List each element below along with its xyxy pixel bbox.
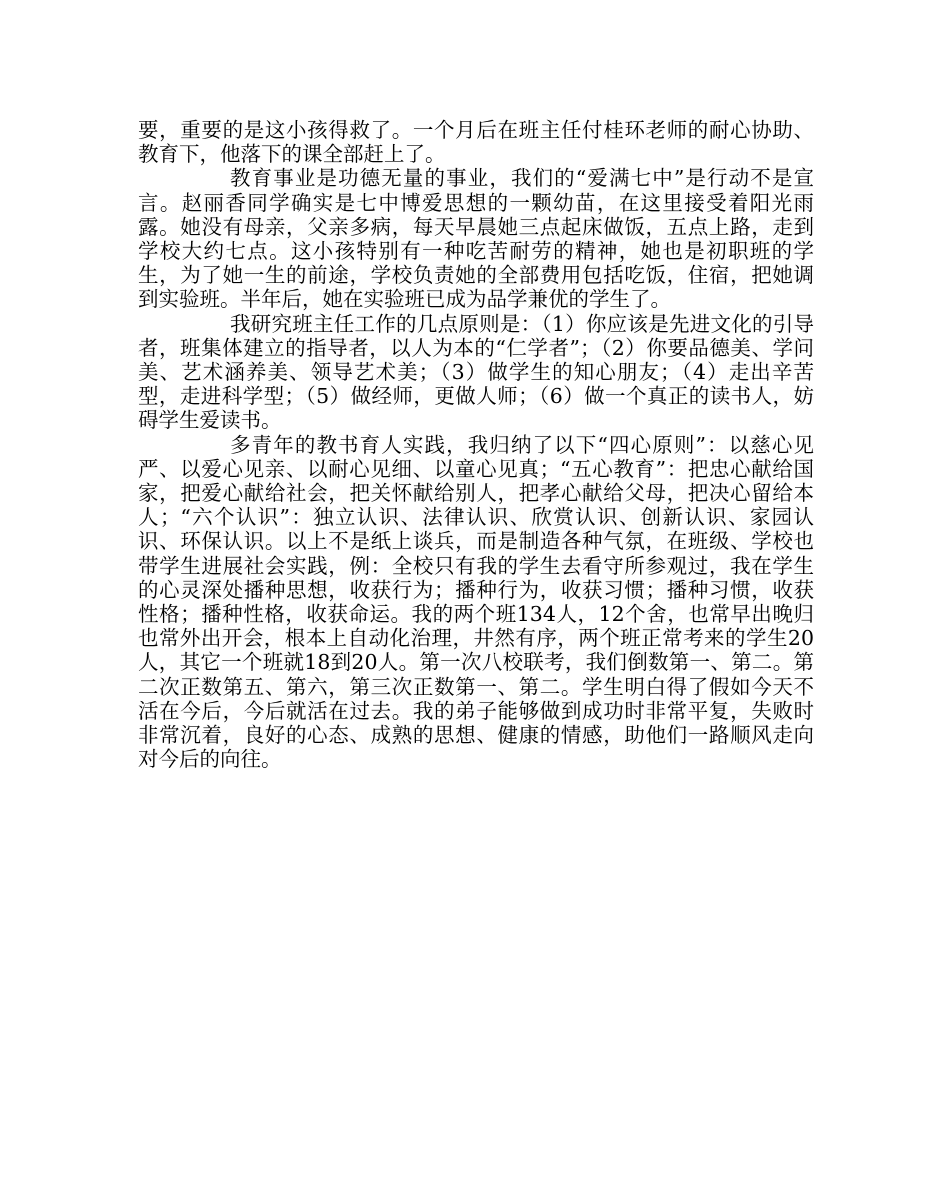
paragraph-2: 教育事业是功德无量的事业，我们的“爱满七中”是行动不是宣言。赵丽香同学确实是七中博爱思想的一颗幼苗，在这里接受着阳光雨露。她没有母亲，父亲多病，每天早晨她三点起床做饭，五点上路，走到学校大约七点。这小孩特别有一种吃苦耐劳的精神，她也是初职班的学生，为了她一生的前途，学校负责她的全部费用包括吃饭，住宿，把她调到实验班。半年后，她在实验班已成为品学兼优的学生了。 xyxy=(138,166,814,312)
document-body xyxy=(138,118,814,771)
paragraph-4: 多青年的教书育人实践，我归纳了以下“四心原则”：以慈心见严、以爱心见亲、以耐心见细、以童心见真；“五心教育”：把忠心献给国家，把爱心献给社会，把关怀献给别人，把孝心献给父母，把决心留给本人；“六个认识”：独立认识、法律认识、欣赏认识、创新认识、家园认识、环保认识。以上不是纸上谈兵，而是制造各种气氛，在班级、学校也带学生进展社会实践，例：全校只有我的学生去看守所参观过，我在学生的心灵深处播种思想，收获行为；播种行为，收获习惯；播种习惯，收获性格；播种性格，收获命运。我的两个班134人，12个舍，也常早出晚归也常外出开会，根本上自动化治理，井然有序，两个班正常考来的学生20人，其它一个班就18到20人。第一次八校联考，我们倒数第一、第二。第二次正数第五、第六，第三次正数第一、第二。学生明白得了假如今天不活在今后，今后就活在过去。我的弟子能够做到成功时非常平复，失败时非常沉着，良好的心态、成熟的思想、健康的情感，助他们一路顺风走向对今后的向往。 xyxy=(138,432,814,772)
paragraph-1: 要，重要的是这小孩得救了。一个月后在班主任付桂环老师的耐心协助、教育下，他落下的课全部赶上了。 xyxy=(138,118,814,167)
paragraph-3: 我研究班主任工作的几点原则是：（1）你应该是先进文化的引导者，班集体建立的指导者，以人为本的“仁学者”；（2）你要品德美、学问美、艺术涵养美、领导艺术美；（3）做学生的知心朋友；（4）走出辛苦型，走进科学型；（5）做经师，更做人师；（6）做一个真正的读书人，妨碍学生爱读书。 xyxy=(138,311,814,433)
